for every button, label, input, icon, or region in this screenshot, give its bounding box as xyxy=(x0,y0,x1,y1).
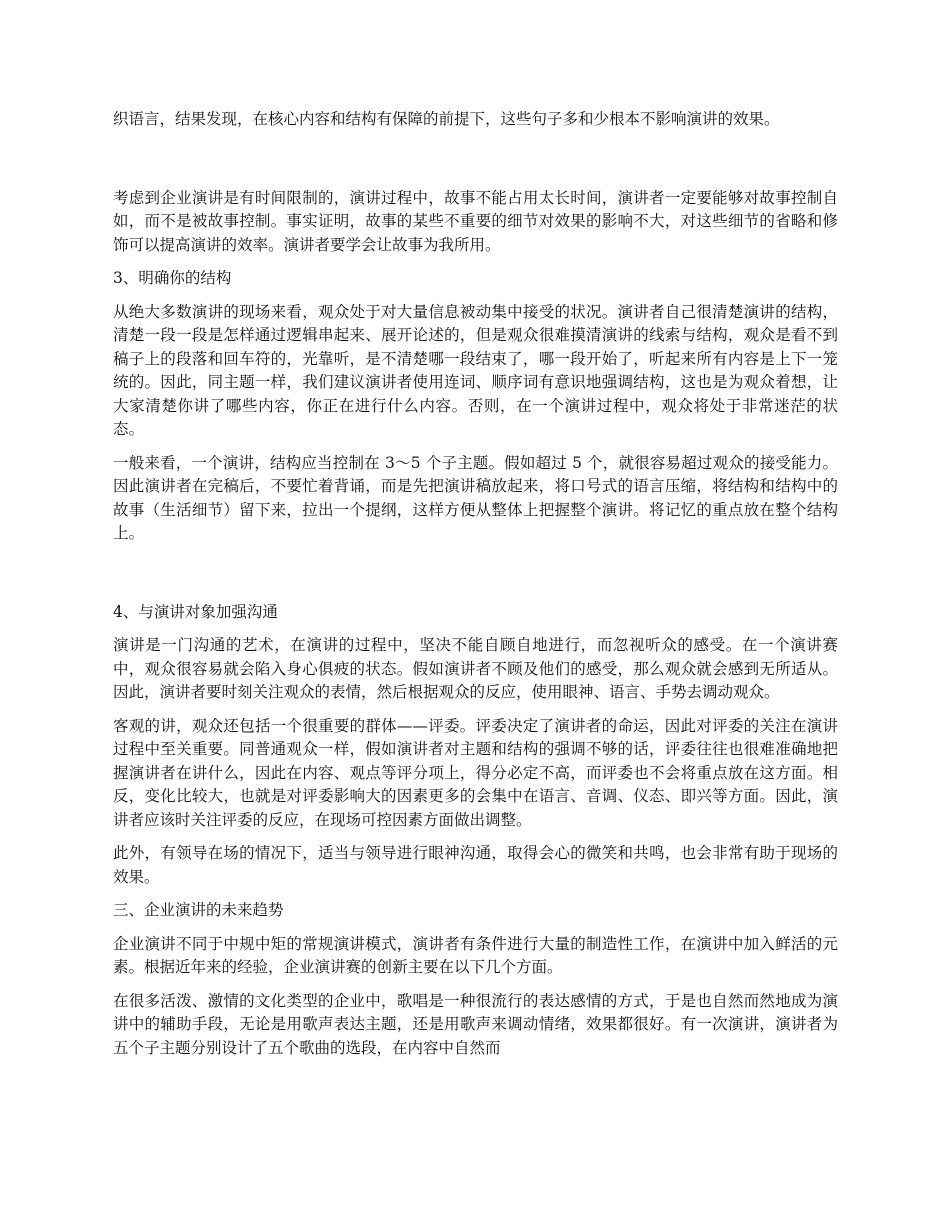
paragraph-structure: 从绝大多数演讲的现场来看，观众处于对大量信息被动集中接受的状况。演讲者自己很清楚演讲的结构，清楚一段一段是怎样通过逻辑串起来、展开论述的，但是观众很难摸清演讲的线索与结构，观众是看不到稿子上的段落和回车符的，光靠听，是不清楚哪一段结束了，哪一段开始了，听起来所有内容是上下一笼统的。因此，同主题一样，我们建议演讲者使用连词、顺序词有意识地强调结构，这也是为观众着想，让大家清楚你讲了哪些内容，你正在进行什么内容。否则，在一个演讲过程中，观众将处于非常迷茫的状态。 xyxy=(113,302,838,438)
heading-structure: 3、明确你的结构 xyxy=(113,269,232,287)
paragraph-innovation: 企业演讲不同于中规中矩的常规演讲模式，演讲者有条件进行大量的制造性工作，在演讲中加入鲜活的元素。根据近年来的经验，企业演讲赛的创新主要在以下几个方面。 xyxy=(113,934,838,976)
paragraph-singing: 在很多活泼、激情的文化类型的企业中，歌唱是一种很流行的表达感情的方式，于是也自然而然地成为演讲中的辅助手段，无论是用歌声表达主题，还是用歌声来调动情绪，效果都很好。有一次演讲，演讲者为五个子主题分别设计了五个歌曲的选段，在内容中自然而 xyxy=(113,991,838,1057)
paragraph-judges: 客观的讲，观众还包括一个很重要的群体——评委。评委决定了演讲者的命运，因此对评委的关注在演讲过程中至关重要。同普通观众一样，假如演讲者对主题和结构的强调不够的话，评委往往也很难准确地把握演讲者在讲什么，因此在内容、观点等评分项上，得分必定不高，而评委也不会将重点放在这方面。相反，变化比较大，也就是对评委影响大的因素更多的会集中在语言、音调、仪态、即兴等方面。因此，演讲者应该时关注评委的反应，在现场可控因素方面做出调整。 xyxy=(113,716,838,829)
paragraph-continued: 织语言，结果发现，在核心内容和结构有保障的前提下，这些句子多和少根本不影响演讲的效果。 xyxy=(113,110,780,128)
paragraph-subtopics: 一般来看，一个演讲，结构应当控制在 3～5 个子主题。假如超过 5 个，就很容易超过观众的接受能力。因此演讲者在完稿后，不要忙着背诵，而是先把演讲稿放起来，将口号式的语言压缩，将结构和结构中的故事（生活细节）留下来，拉出一个提纲，这样方便从整体上把握整个演讲。将记忆的重点放在整个结构上。 xyxy=(113,453,838,542)
paragraph-leaders: 此外，有领导在场的情况下，适当与领导进行眼神沟通，取得会心的微笑和共鸣，也会非常有助于现场的效果。 xyxy=(113,844,838,886)
heading-future-trends: 三、企业演讲的未来趋势 xyxy=(113,901,284,919)
document-body xyxy=(113,108,838,1060)
paragraph-story-control: 考虑到企业演讲是有时间限制的，演讲过程中，故事不能占用太长时间，演讲者一定要能够对故事控制自如，而不是被故事控制。事实证明，故事的某些不重要的细节对效果的影响不大，对这些细节的省略和修饰可以提高演讲的效率。演讲者要学会让故事为我所用。 xyxy=(113,188,838,254)
paragraph-communication: 演讲是一门沟通的艺术，在演讲的过程中，坚决不能自顾自地进行，而忽视听众的感受。在一个演讲赛中，观众很容易就会陷入身心俱疲的状态。假如演讲者不顾及他们的感受，那么观众就会感到无所适从。因此，演讲者要时刻关注观众的表情，然后根据观众的反应，使用眼神、语言、手势去调动观众。 xyxy=(113,636,838,701)
heading-communication: 4、与演讲对象加强沟通 xyxy=(113,602,278,621)
